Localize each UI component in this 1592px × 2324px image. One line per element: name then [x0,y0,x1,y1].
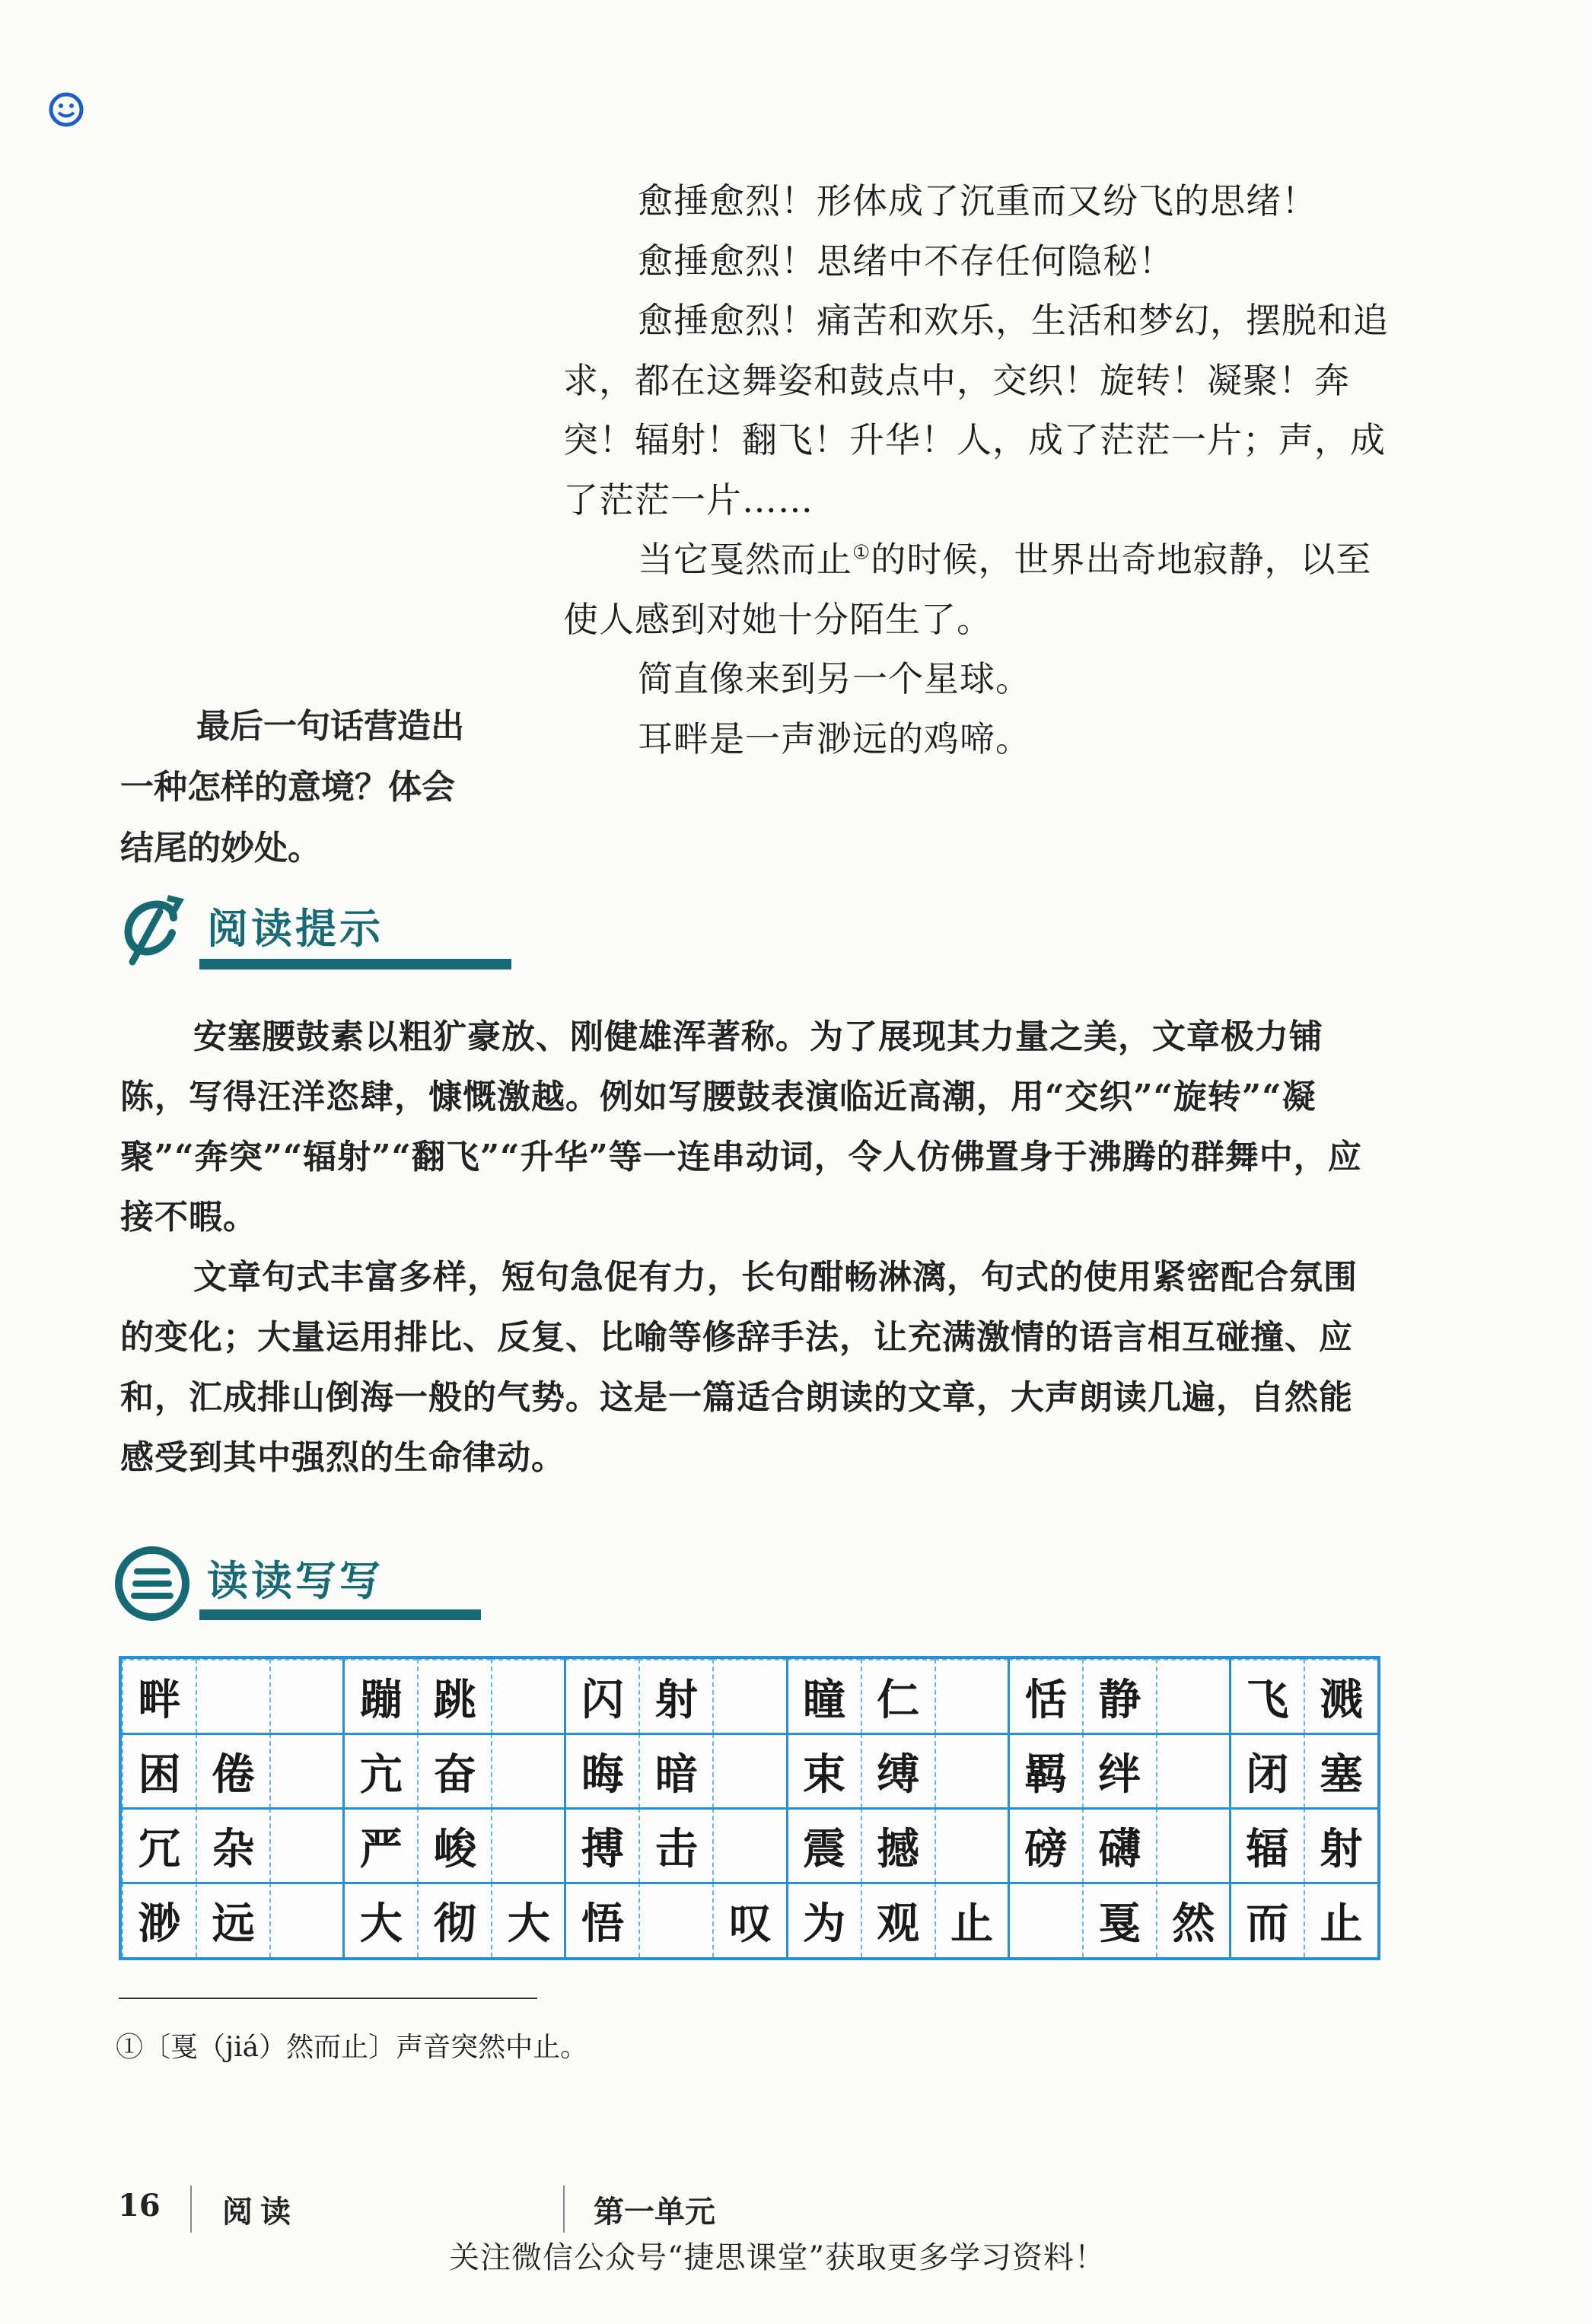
grid-cell: 缚 [861,1733,935,1808]
grid-cell: 飞 [1230,1659,1304,1733]
read-write-heading [114,1546,495,1637]
grid-cell [491,1659,565,1733]
grid-cell [196,1659,269,1733]
grid-cell: 戛 [1082,1883,1156,1957]
grid-cell [269,1808,343,1883]
grid-cell [935,1733,1008,1808]
vocabulary-grid [119,1656,1380,1960]
read-write-icon [114,1546,190,1622]
grid-cell [638,1883,712,1957]
grid-cell [1008,1883,1082,1957]
grid-cell: 渺 [122,1883,196,1957]
grid-cell: 严 [343,1808,417,1883]
grid-line [122,1882,1377,1884]
poem-paragraph: 简直像来到另一个星球。 [638,658,1031,699]
grid-cell: 溅 [1304,1659,1377,1733]
grid-cell: 倦 [196,1733,269,1808]
grid-cell [935,1659,1008,1733]
grid-cell [491,1733,565,1808]
grid-cell: 撼 [861,1808,935,1883]
grid-cell: 奋 [417,1733,491,1808]
grid-cell: 射 [638,1659,712,1733]
grid-cell [269,1733,343,1808]
grid-cell: 搏 [565,1808,638,1883]
footnote-rule [119,1998,537,1999]
margin-question-line: 结尾的妙处。 [120,829,321,868]
grid-cell: 止 [1304,1883,1377,1957]
grid-cell: 大 [343,1883,417,1957]
poem-paragraph: 耳畔是一声渺远的鸡啼。 [638,718,1031,759]
grid-cell: 闭 [1230,1733,1304,1808]
poem-text-after-note: 的时候，世界出奇地寂静，以至使人感到对她十分陌生了。 [563,539,1372,640]
section-title: 读读写写 [207,1556,384,1605]
grid-cell: 羁 [1008,1733,1082,1808]
poem-paragraph: 愈捶愈烈！思绪中不存任何隐秘！ [638,240,1174,282]
poem-text-before-note: 当它戛然而止 [638,539,852,580]
reading-hint-icon [114,892,190,968]
grid-cell: 冗 [122,1808,196,1883]
grid-cell [269,1883,343,1957]
hint-paragraph: 文章句式丰富多样，短句急促有力，长句酣畅淋漓，句式的使用紧密配合氛围的变化；大量运用排比、反复、比喻等修辞手法，让充满激情的语言相互碰撞、应和，汇成排山倒海一般的气势。这是一篇适合朗读的文章，大声朗读几遍，自然能感受到其中强烈的生命律动。 [120,1258,1358,1477]
poem-text [563,171,1393,769]
grid-cell [1156,1733,1230,1808]
grid-cell [712,1659,786,1733]
smiley-icon [48,91,84,128]
grid-cell: 瞳 [787,1659,861,1733]
promo-text: 关注微信公众号“捷思课堂”获取更多学习资料！ [449,2240,1106,2275]
grid-cell [935,1808,1008,1883]
reading-hint-heading [114,892,495,983]
grid-cell: 射 [1304,1808,1377,1883]
grid-cell: 叹 [712,1883,786,1957]
grid-cell: 礴 [1082,1808,1156,1883]
grid-cell: 塞 [1304,1733,1377,1808]
grid-cell: 观 [861,1883,935,1957]
margin-question-line: 一种怎样的意境？体会 [120,768,455,807]
title-underline [199,1609,481,1620]
grid-cell [712,1733,786,1808]
grid-cell [1156,1808,1230,1883]
grid-cell [712,1808,786,1883]
grid-cell: 蹦 [343,1659,417,1733]
section-title: 阅读提示 [207,904,384,953]
footnote-marker: ① [852,541,871,565]
grid-cell [1156,1659,1230,1733]
page-number: 16 [118,2188,161,2224]
grid-cell: 亢 [343,1733,417,1808]
grid-cell [269,1659,343,1733]
grid-cell: 静 [1082,1659,1156,1733]
grid-cell: 远 [196,1883,269,1957]
grid-cell: 大 [491,1883,565,1957]
grid-cell: 束 [787,1733,861,1808]
title-underline [199,959,511,969]
unit-label: 第一单元 [594,2194,715,2230]
footer-divider [190,2186,192,2233]
poem-paragraph [563,530,1393,649]
grid-cell: 悟 [565,1883,638,1957]
grid-cell: 仁 [861,1659,935,1733]
hint-paragraph: 安塞腰鼓素以粗犷豪放、刚健雄浑著称。为了展现其力量之美，文章极力铺陈，写得汪洋恣肆，慷慨激越。例如写腰鼓表演临近高潮，用“交织”“旋转”“凝聚”“奔突”“辐射”“翻飞”“升华”等一连串动词，令人仿佛置身于沸腾的群舞中，应接不暇。 [120,1017,1362,1237]
grid-cell [491,1808,565,1883]
footnote: ①〔戛（jiá）然而止〕声音突然中止。 [116,2032,588,2063]
grid-cell: 而 [1230,1883,1304,1957]
grid-cell: 杂 [196,1808,269,1883]
grid-cell: 磅 [1008,1808,1082,1883]
grid-cell: 暗 [638,1733,712,1808]
grid-cell: 击 [638,1808,712,1883]
grid-cell: 晦 [565,1733,638,1808]
poem-paragraph: 愈捶愈烈！痛苦和欢乐，生活和梦幻，摆脱和追求，都在这舞姿和鼓点中，交织！旋转！凝聚！奔突！辐射！翻飞！升华！人，成了茫茫一片；声，成了茫茫一片…… [563,300,1389,521]
margin-question-line: 最后一句话营造出 [196,707,464,746]
grid-cell: 止 [935,1883,1008,1957]
margin-question [120,696,508,879]
footer-divider [563,2186,565,2233]
book-section: 阅读 [222,2194,298,2230]
grid-cell: 辐 [1230,1808,1304,1883]
grid-line [122,1807,1377,1810]
poem-paragraph: 愈捶愈烈！形体成了沉重而又纷飞的思绪！ [638,180,1317,221]
grid-cell: 绊 [1082,1733,1156,1808]
grid-cell: 峻 [417,1808,491,1883]
grid-cell: 震 [787,1808,861,1883]
grid-cell: 恬 [1008,1659,1082,1733]
grid-cell: 彻 [417,1883,491,1957]
reading-hint-body [120,1007,1380,1488]
grid-cell: 跳 [417,1659,491,1733]
grid-cell: 困 [122,1733,196,1808]
grid-cell: 畔 [122,1659,196,1733]
grid-cell: 闪 [565,1659,638,1733]
grid-cell: 然 [1156,1883,1230,1957]
grid-line [122,1733,1377,1735]
grid-cell: 为 [787,1883,861,1957]
